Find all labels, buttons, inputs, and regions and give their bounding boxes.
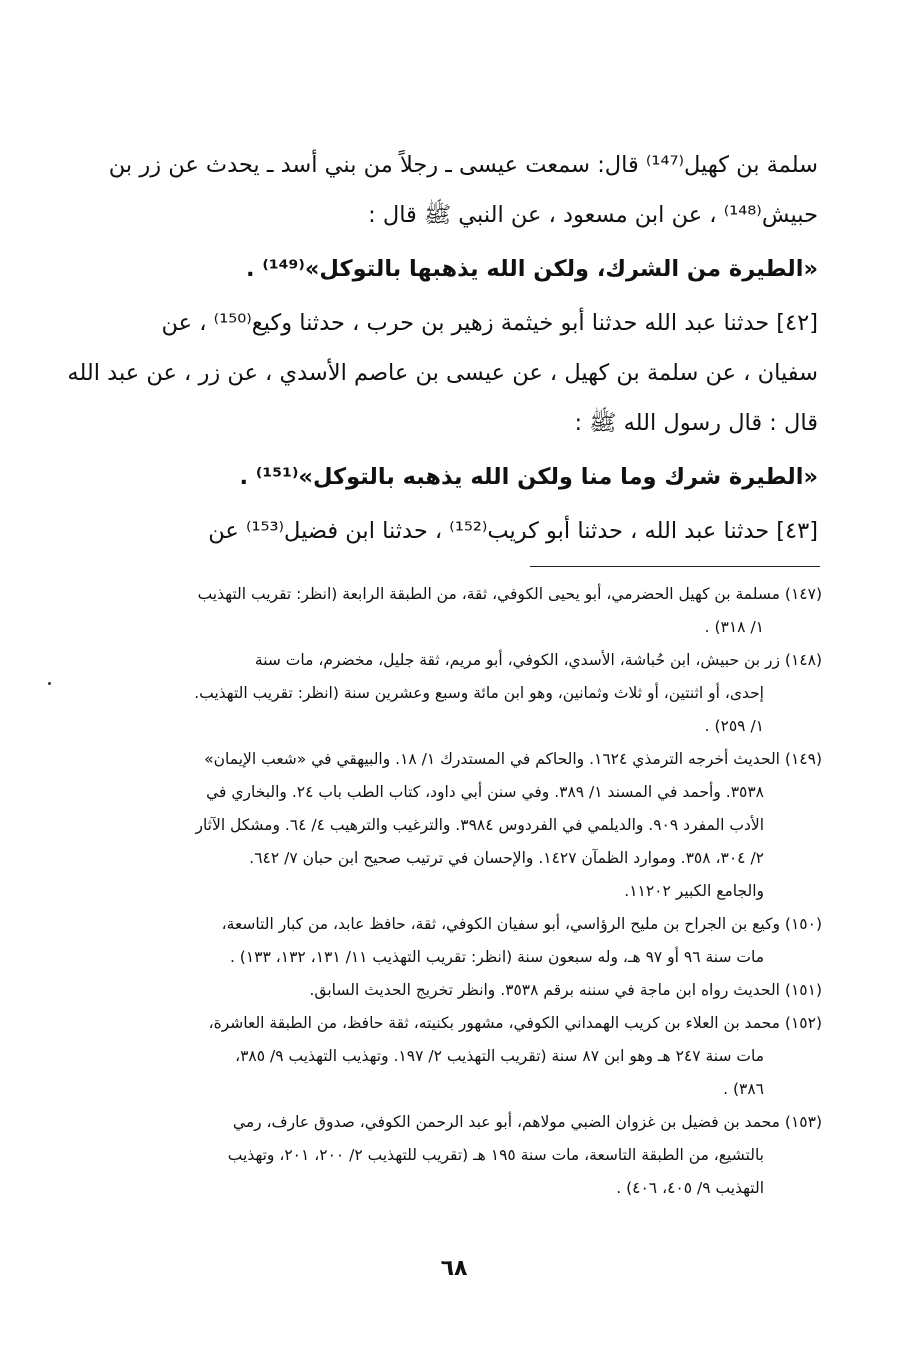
footnote-line: (١٤٧) مسلمة بن كهيل الحضرمي، أبو يحيى الكوفي، ثقة، من الطبقة الرابعة (انظر: تقريب التهذيب <box>197 585 822 603</box>
text-line: سفيان ، عن سلمة بن كهيل ، عن عيسى بن عاصم الأسدي ، عن زر ، عن عبد الله <box>67 359 818 386</box>
footnote-line: (١٥٣) محمد بن فضيل بن غزوان الضبي مولاهم، أبو عبد الرحمن الكوفي، صدوق عارف، رمي <box>232 1113 822 1131</box>
text-line: حبيش⁽¹⁴⁸⁾ ، عن ابن مسعود ، عن النبي ﷺ قال : <box>368 201 818 228</box>
footnote-line: التهذيب ٩/ ٤٠٥، ٤٠٦) . <box>616 1179 764 1197</box>
footnote-line: (١٥٠) وكيع بن الجراح بن مليح الرؤاسي، أبو سفيان الكوفي، ثقة، حافظ عابد، من كبار التاسعة، <box>221 915 822 933</box>
footnote-line: إحدى، أو اثنتين، أو ثلاث وثمانين، وهو ابن مائة وسبع وعشرين سنة (انظر: تقريب التهذيب. <box>194 684 764 702</box>
text-line: [٤٣] حدثنا عبد الله ، حدثنا أبو كريب⁽¹⁵²⁾ ، حدثنا ابن فضيل⁽¹⁵³⁾ عن <box>208 517 818 544</box>
footnote-line: (١٥١) الحديث رواه ابن ماجة في سننه برقم ٣٥٣٨. وانظر تخريج الحديث السابق. <box>309 981 822 999</box>
main-text <box>66 140 818 556</box>
scan-speck <box>48 682 51 685</box>
footnotes <box>66 578 822 1205</box>
footnote-153 <box>66 1106 822 1205</box>
footnote-line: مات سنة ٩٦ أو ٩٧ هـ، وله سبعون سنة (انظر: تقريب التهذيب ١١/ ١٣١، ١٣٢، ١٣٣) . <box>229 948 764 966</box>
footnote-line: ١/ ٢٥٩) . <box>704 717 764 735</box>
footnote-148 <box>66 644 822 743</box>
footnote-line: بالتشيع، من الطبقة التاسعة، مات سنة ١٩٥ هـ (تقريب للتهذيب ٢/ ٢٠٠، ٢٠١، وتهذيب <box>227 1146 764 1164</box>
footnote-line: (١٤٨) زر بن حبيش، ابن حُباشة، الأسدي، الكوفي، أبو مريم، ثقة جليل، مخضرم، مات سنة <box>254 651 822 669</box>
text-line: قال : قال رسول الله ﷺ : <box>574 409 818 436</box>
footnote-separator <box>530 566 820 567</box>
footnote-line: الأدب المفرد ٩٠٩. والديلمي في الفردوس ٣٩٨٤. والترغيب والترهيب ٤/ ٦٤. ومشكل الآثار <box>195 816 764 834</box>
hadith-text: «الطيرة شرك وما منا ولكن الله يذهبه بالتوكل»⁽¹⁵¹⁾ . <box>239 463 818 490</box>
hadith-text: «الطيرة من الشرك، ولكن الله يذهبها بالتوكل»⁽¹⁴⁹⁾ . <box>245 255 818 282</box>
footnote-line: ٣٥٣٨. وأحمد في المسند ١/ ٣٨٩. وفي سنن أبي داود، كتاب الطب باب ٢٤. والبخاري في <box>206 783 764 801</box>
footnote-line: (١٥٢) محمد بن العلاء بن كريب الهمداني الكوفي، مشهور بكنيته، ثقة حافظ، من الطبقة العاشرة، <box>208 1014 822 1032</box>
text-line: سلمة بن كهيل⁽¹⁴⁷⁾ قال: سمعت عيسى ـ رجلاً من بني أسد ـ يحدث عن زر بن <box>108 151 818 178</box>
footnote-150 <box>66 908 822 974</box>
text-line: [٤٢] حدثنا عبد الله حدثنا أبو خيثمة زهير بن حرب ، حدثنا وكيع⁽¹⁵⁰⁾ ، عن <box>161 309 818 336</box>
footnote-line: ٣٨٦) . <box>723 1080 764 1098</box>
footnote-152 <box>66 1007 822 1106</box>
footnote-147 <box>66 578 822 644</box>
footnote-line: مات سنة ٢٤٧ هـ وهو ابن ٨٧ سنة (تقريب التهذيب ٢/ ١٩٧. وتهذيب التهذيب ٩/ ٣٨٥، <box>235 1047 764 1065</box>
footnote-line: ١/ ٣١٨) . <box>704 618 764 636</box>
footnote-line: ٢/ ٣٠٤، ٣٥٨. وموارد الظمآن ١٤٢٧. والإحسان في ترتيب صحيح ابن حبان ٧/ ٦٤٢. <box>249 849 764 867</box>
footnote-149 <box>66 743 822 908</box>
footnote-151 <box>66 974 822 1007</box>
page-number: ٦٨ <box>440 1256 468 1281</box>
footnote-line: والجامع الكبير ١١٢٠٢. <box>624 882 764 900</box>
footnote-line: (١٤٩) الحديث أخرجه الترمذي ١٦٢٤. والحاكم في المستدرك ١/ ١٨. والبيهقي في «شعب الإيمان» <box>204 750 822 768</box>
